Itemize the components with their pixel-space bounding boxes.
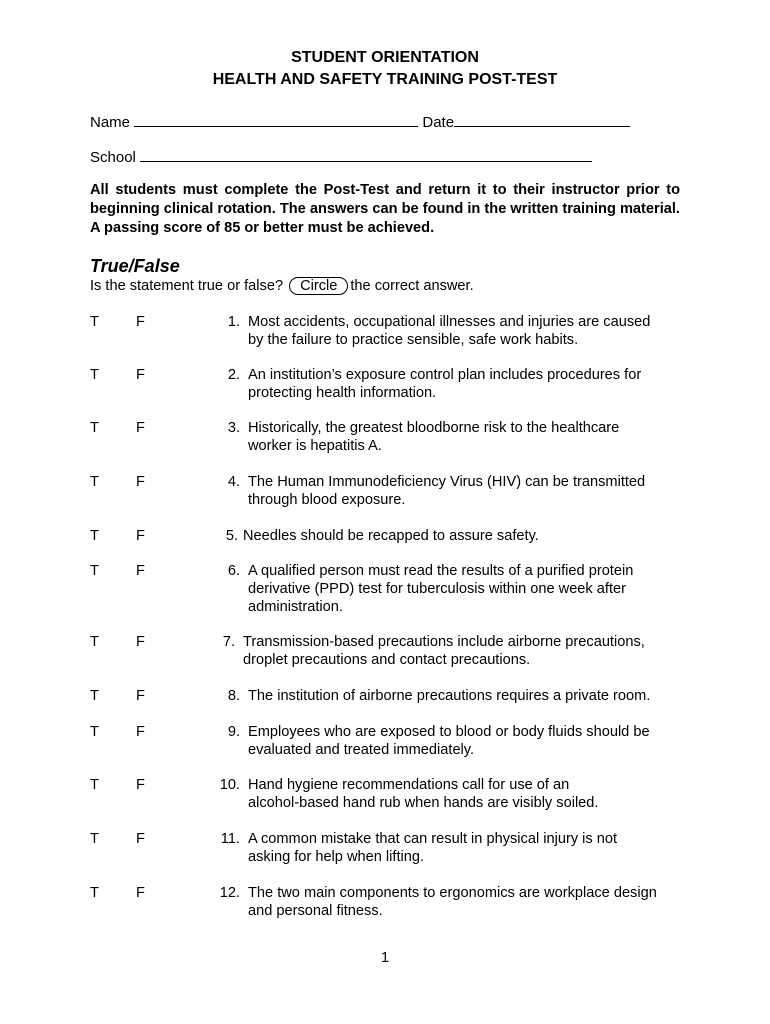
question-text (243, 527, 683, 545)
true-option[interactable]: T (90, 777, 99, 793)
question-number: 10. (219, 777, 240, 793)
question-line: asking for help when lifting. (248, 849, 425, 865)
question-text (243, 633, 683, 669)
instruction-after: the correct answer. (350, 278, 474, 294)
question-text (248, 366, 688, 402)
question-line: A qualified person must read the results of a purified protein (248, 563, 634, 579)
question-line: The two main components to ergonomics are workplace design (248, 885, 657, 901)
question-text (248, 473, 688, 509)
question-line: Historically, the greatest bloodborne risk to the healthcare (248, 420, 620, 436)
school-field[interactable] (140, 147, 592, 162)
false-option[interactable]: F (136, 367, 145, 383)
date-label: Date (422, 114, 455, 131)
page-number: 1 (380, 950, 390, 966)
question-text (248, 562, 688, 616)
false-option[interactable]: F (136, 634, 145, 650)
section-instructions (90, 277, 474, 295)
question-line: evaluated and treated immediately. (248, 742, 475, 758)
name-field[interactable] (134, 112, 418, 127)
school-label: School (90, 149, 136, 166)
circle-word: Circle (289, 277, 348, 295)
question-number: 3. (227, 420, 240, 436)
question-line: and personal fitness. (248, 903, 383, 919)
name-label: Name (90, 114, 131, 131)
question-number: 9. (227, 724, 240, 740)
question-line: derivative (PPD) test for tuberculosis within one week after (248, 581, 626, 597)
question-number: 12. (219, 885, 240, 901)
true-option[interactable]: T (90, 474, 99, 490)
question-line: A common mistake that can result in physical injury is not (248, 831, 618, 847)
school-row (90, 147, 592, 167)
false-option[interactable]: F (136, 474, 145, 490)
true-option[interactable]: T (90, 528, 99, 544)
true-option[interactable]: T (90, 634, 99, 650)
true-option[interactable]: T (90, 420, 99, 436)
question-number: 8. (227, 688, 240, 704)
section-title: True/False (90, 256, 180, 276)
true-option[interactable]: T (90, 831, 99, 847)
question-line: Transmission-based precautions include airborne precautions, (243, 634, 645, 650)
question-number: 1. (227, 314, 240, 330)
question-number: 5. (225, 528, 238, 544)
true-option[interactable]: T (90, 885, 99, 901)
question-line: Employees who are exposed to blood or body fluids should be (248, 724, 650, 740)
page-title-line-1: STUDENT ORIENTATION (291, 49, 479, 66)
true-option[interactable]: T (90, 367, 99, 383)
question-text (248, 687, 688, 705)
question-text (248, 723, 688, 759)
question-line: The Human Immunodeficiency Virus (HIV) can be transmitted (248, 474, 646, 490)
true-option[interactable]: T (90, 724, 99, 740)
false-option[interactable]: F (136, 420, 145, 436)
true-option[interactable]: T (90, 314, 99, 330)
question-line: protecting health information. (248, 385, 437, 401)
instruction-before: Is the statement true or false? (90, 278, 284, 294)
false-option[interactable]: F (136, 831, 145, 847)
question-text (248, 830, 688, 866)
question-line: worker is hepatitis A. (248, 438, 382, 454)
question-line: by the failure to practice sensible, safe work habits. (248, 332, 579, 348)
true-option[interactable]: T (90, 688, 99, 704)
name-date-row (90, 112, 630, 132)
false-option[interactable]: F (136, 688, 145, 704)
question-number: 7. (222, 634, 235, 650)
false-option[interactable]: F (136, 314, 145, 330)
false-option[interactable]: F (136, 724, 145, 740)
question-number: 2. (227, 367, 240, 383)
question-line: droplet precautions and contact precautions. (243, 652, 531, 668)
false-option[interactable]: F (136, 563, 145, 579)
question-line: Hand hygiene recommendations call for use of an (248, 777, 570, 793)
false-option[interactable]: F (136, 885, 145, 901)
question-line: The institution of airborne precautions requires a private room. (248, 688, 651, 704)
question-line: administration. (248, 599, 343, 615)
page-title-line-2: HEALTH AND SAFETY TRAINING POST-TEST (212, 71, 558, 88)
question-number: 6. (227, 563, 240, 579)
question-line: alcohol-based hand rub when hands are visibly soiled. (248, 795, 599, 811)
date-field[interactable] (454, 112, 630, 127)
question-number: 4. (227, 474, 240, 490)
question-line: through blood exposure. (248, 492, 406, 508)
question-text (248, 419, 688, 455)
instructions-paragraph: All students must complete the Post-Test and return it to their instructor prior to beginning clinical rotation. The answers can be found in the written training material. A passing score of 85 or better must be achieved. (90, 182, 680, 236)
question-text (248, 776, 688, 812)
question-text (248, 313, 688, 349)
question-number: 11. (220, 831, 240, 847)
question-line: Most accidents, occupational illnesses and injuries are caused (248, 314, 651, 330)
question-line: An institution’s exposure control plan includes procedures for (248, 367, 642, 383)
question-line: Needles should be recapped to assure safety. (243, 528, 539, 544)
false-option[interactable]: F (136, 528, 145, 544)
false-option[interactable]: F (136, 777, 145, 793)
question-text (248, 884, 688, 920)
true-option[interactable]: T (90, 563, 99, 579)
